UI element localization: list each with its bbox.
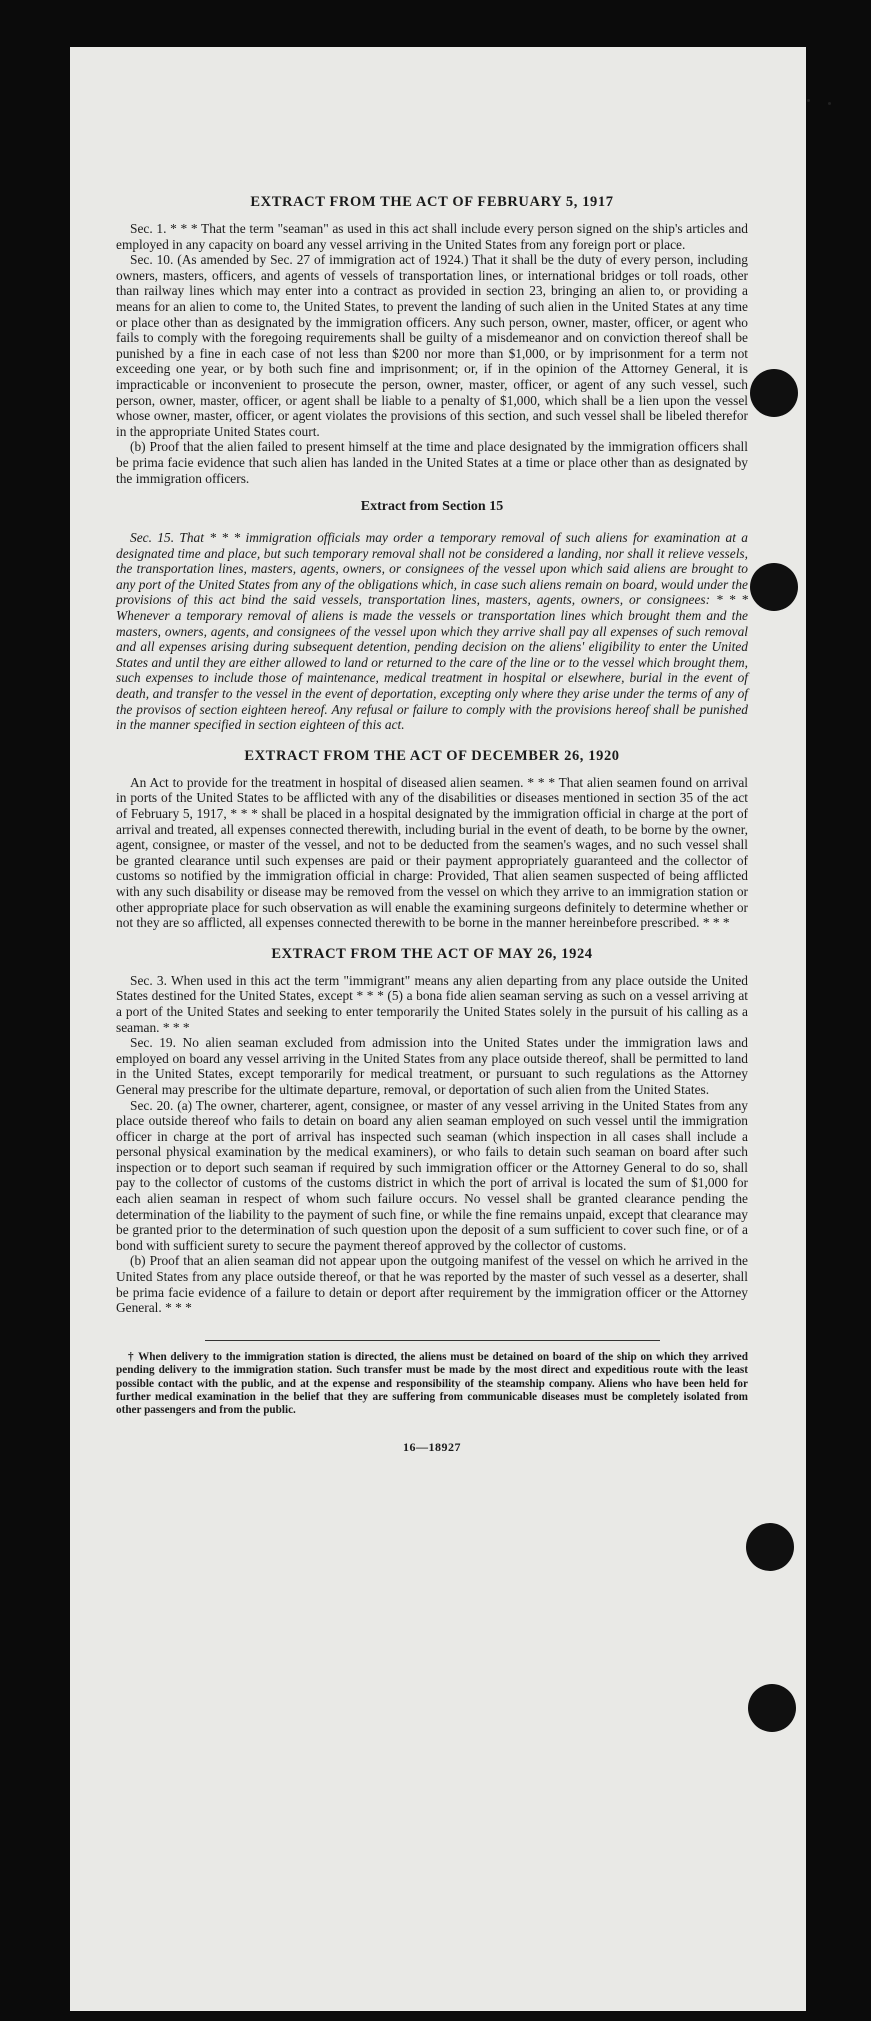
- paragraph-sec-1: Sec. 1. * * * That the term "seaman" as used in this act shall include every person signed on the ship's articles and employed in any capacity on board any vessel arriving in the United States from any foreign port or place.: [116, 221, 748, 252]
- paper-speck: [807, 99, 810, 102]
- punch-hole: [746, 1523, 794, 1571]
- punch-hole: [750, 563, 798, 611]
- footnote: † When delivery to the immigration station is directed, the aliens must be detained on board of the ship on which they arrived pending delivery to the immigration station. Such transfer must be made by the most direct and expeditious route with the least possible contact with the public, and at the expense and responsibility of the steamship company. Aliens who have been held for further medical examination in the belief that they are suffering from communicable diseases must be completely isolated from other passengers and from the public.: [116, 1350, 748, 1417]
- paragraph-sec-10: Sec. 10. (As amended by Sec. 27 of immigration act of 1924.) That it shall be the duty of every person, including owners, masters, officers, and agents of vessels of transportation lines, or international bridges or toll roads, other than railway lines which may enter into a contract as provided in section 23, bringing an alien to, or providing a means for an alien to come to, the United States, to prevent the landing of such alien in the United States at any time or place other than as designated by the immigration officers. Any such person, owner, master, officer, or agent who fails to comply with the foregoing requirements shall be guilty of a misdemeanor and on conviction thereof shall be punished by a fine in each case of not less than $200 nor more than $1,000, or by imprisonment for a term not exceeding one year, or by both such fine and imprisonment; or, if in the opinion of the Attorney General, it is impracticable or inconvenient to prosecute the person, owner, master, officer, or agent of any such vessel, such person, owner, master, officer, or agent shall be liable to a penalty of $1,000, which shall be a lien upon the vessel whose owner, master, officer, or agent violates the provisions of this section, and such vessel shall be libeled therefor in the appropriate United States court.: [116, 252, 748, 439]
- paragraph-sec-3: Sec. 3. When used in this act the term "immigrant" means any alien departing from any place outside the United States destined for the United States, except * * * (5) a bona fide alien seaman serving as such on a vessel arriving at a port of the United States and seeking to enter temporarily the United States solely in the pursuit of his calling as a seaman. * * *: [116, 972, 748, 1035]
- paragraph-sec-20b: (b) Proof that an alien seaman did not appear upon the outgoing manifest of the vessel on which he arrived in the United States from any place outside thereof, or that he was reported by the master of such vessel as a deserter, shall be prima facie evidence of a failure to detain or deport after requirement by the immigration officer or the Attorney General. * * *: [116, 1253, 748, 1316]
- paragraph-act-1920: An Act to provide for the treatment in hospital of diseased alien seamen. * * * That alien seamen found on arrival in ports of the United States to be afflicted with any of the disabilities or diseases mentioned in section 35 of the act of February 5, 1917, * * * shall be placed in a hospital designated by the immigration official in charge at the port of arrival and treated, all expenses connected therewith, including burial in the event of death, to be borne by the owner, agent, consignee, or master of the vessel, and not to be deducted from the seamen's wages, and no such vessel shall be granted clearance until such expenses are paid or their payment appropriately guaranteed and the collector of customs so notified by the immigration official in charge: Provided, That alien seamen suspected of being afflicted with any such disability or disease may be removed from the vessel on which they arrive to an immigration station or other appropriate place for such observation as will enable the examining surgeons definitely to determine whether or not they are so afflicted, all expenses connected therewith to be borne in the manner hereinbefore prescribed. * * *: [116, 774, 748, 931]
- punch-hole: [750, 369, 798, 417]
- footnote-divider: [205, 1340, 660, 1341]
- document-body: [116, 193, 748, 1455]
- heading-act-1917: EXTRACT FROM THE ACT OF FEBRUARY 5, 1917: [250, 194, 614, 210]
- heading-act-1920: EXTRACT FROM THE ACT OF DECEMBER 26, 1920: [244, 747, 620, 764]
- punch-hole: [748, 1684, 796, 1732]
- paragraph-sec-10b: (b) Proof that the alien failed to present himself at the time and place designated by the immigration officers shall be prima facie evidence that such alien has landed in the United States at a time or place other than as designated by the immigration officers.: [116, 439, 748, 486]
- heading-section-15: Extract from Section 15: [360, 499, 504, 515]
- paragraph-sec-15: Sec. 15. That * * * immigration officials may order a temporary removal of such aliens for examination at a designated time and place, but such temporary removal shall not be considered a landing, nor shall it relieve vessels, the transportation lines, masters, agents, owners, or consignees of the vessel upon which said aliens are brought to any port of the United States from any of the obligations which, in case such aliens remain on board, would under the provisions of this act bind the said vessels, transportation lines, masters, agents, owners, or consignees: * * * Whenever a temporary removal of aliens is made the vessels or transportation lines which brought them and the masters, owners, agents, and consignees of the vessel upon which they arrive shall pay all expenses of such removal and all expenses arising during subsequent detention, pending decision on the aliens' eligibility to enter the United States and until they are either allowed to land or returned to the care of the line or to the vessel which brought them, such expenses to include those of maintenance, medical treatment in hospital or elsewhere, burial in the event of death, and transfer to the vessel in the event of deportation, excepting only where they arise under the terms of any of the provisos of section eighteen hereof. Any refusal or failure to comply with the provisions hereof shall be punished in the manner specified in section eighteen of this act.: [116, 530, 748, 733]
- form-number: 16—18927: [403, 1439, 461, 1454]
- document-page: [70, 47, 806, 2011]
- paper-speck: [828, 102, 831, 105]
- paragraph-sec-20a: Sec. 20. (a) The owner, charterer, agent, consignee, or master of any vessel arriving in the United States from any place outside thereof who fails to detain on board any alien seaman employed on such vessel until the immigration officer in charge at the port of arrival has inspected such seaman (which inspection in all cases shall include a personal physical examination by the medical examiners), or who fails to detain such seaman on board after such inspection or to deport such seaman if required by such immigration officer or the Attorney General to do so, shall pay to the collector of customs of the customs district in which the port of arrival is located the sum of $1,000 for each alien seaman in respect of whom such failure occurs. No vessel shall be granted clearance pending the determination of the liability to the payment of such fine, or while the fine remains unpaid, except that clearance may be granted prior to the determination of such question upon the deposit of a sum sufficient to cover such fine, or of a bond with sufficient surety to secure the payment thereof approved by the collector of customs.: [116, 1097, 748, 1253]
- heading-act-1924: EXTRACT FROM THE ACT OF MAY 26, 1924: [271, 945, 593, 962]
- paragraph-sec-19: Sec. 19. No alien seaman excluded from admission into the United States under the immigration laws and employed on board any vessel arriving in the United States from any place outside thereof, shall be permitted to land in the United States, except temporarily for medical treatment, or pursuant to such regulations as the Attorney General may prescribe for the ultimate departure, removal, or deportation of such alien from the United States.: [116, 1035, 748, 1097]
